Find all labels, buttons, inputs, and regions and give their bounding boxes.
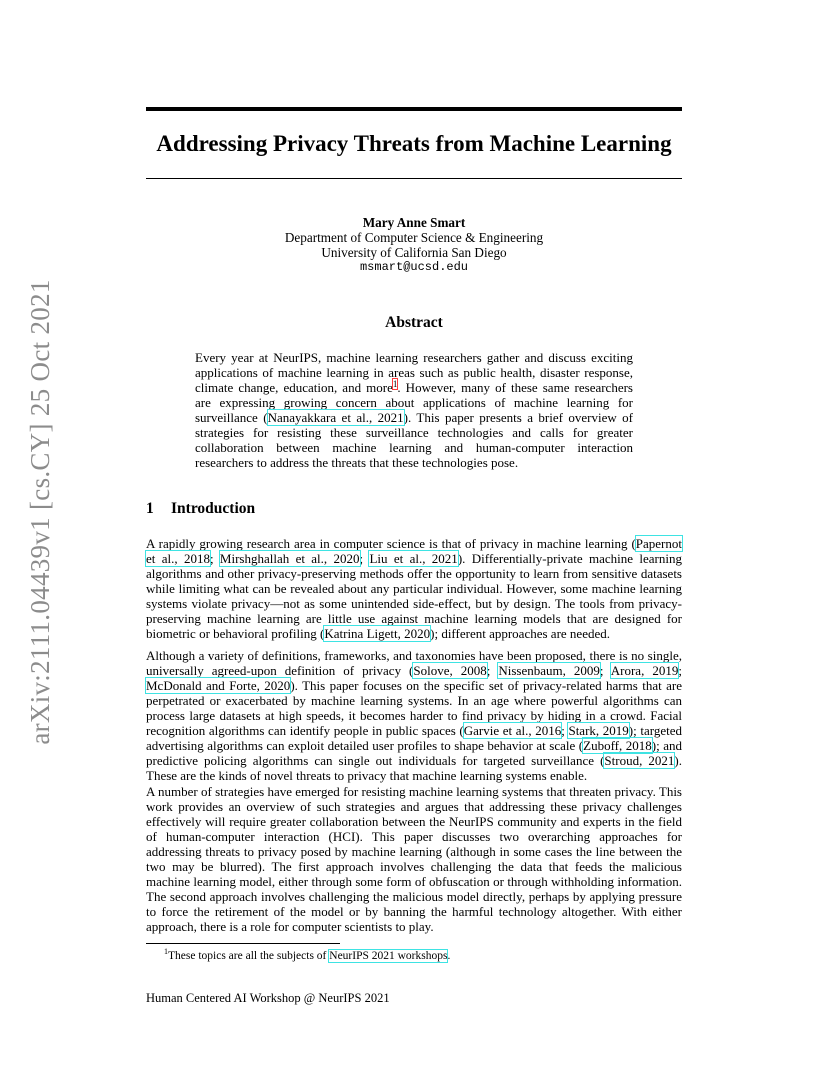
abstract-heading: Abstract <box>385 314 443 331</box>
paragraph-text: ); targeted advertising algorithms can exploit detailed user profiles to shape behavior at scale ( <box>146 723 682 753</box>
author-department: Department of Computer Science & Engineering <box>284 230 544 245</box>
paper-title: Addressing Privacy Threats from Machine Learning <box>156 131 672 156</box>
paragraph-text: ). These are the kinds of novel threats to privacy that machine learning systems enable. <box>146 753 683 783</box>
citation-link[interactable]: Nanayakkara et al., 2021 <box>267 410 404 425</box>
paragraph-text: ); and predictive policing algorithms can single out individuals for targeted surveillance ( <box>146 738 682 768</box>
author-email: msmart@ucsd.edu <box>359 260 469 274</box>
paragraph-text: ; <box>561 723 569 738</box>
paragraph-text: ; <box>209 551 220 566</box>
citation-link[interactable]: Mirshghallah et al., 2020 <box>219 551 360 566</box>
citation-link[interactable]: Zuboff, 2018 <box>583 738 652 753</box>
title-bottom-rule <box>146 178 682 179</box>
footnote-rule <box>146 943 340 944</box>
arxiv-stamp: arXiv:2111.04439v1 [cs.CY] 25 Oct 2021 <box>25 279 55 745</box>
citation-link[interactable]: Stroud, 2021 <box>604 753 675 768</box>
title-top-rule <box>146 107 682 111</box>
paragraph-text: ). Differentially-private machine learning algorithms and other privacy-preserving methods offer the opportunity to learn from sensitive datasets while limiting what can be revealed about any particular individual. However, some machine learning systems violate privacy—not as some unintended side-effect, but by design. The tools from privacy-preserving machine learning are little use against machine learning models that are designed for biometric or behavioral profiling ( <box>146 551 682 641</box>
abstract-text: ). This paper presents a brief overview of strategies for resisting these surveillance technologies and calls for greater collaboration between machine learning and human-computer interaction researchers to address the threats that these technologies pose. <box>195 410 634 470</box>
paragraph-text: ); different approaches are needed. <box>430 626 610 641</box>
footnote-text: . <box>447 950 451 962</box>
section-title: Introduction <box>171 500 256 517</box>
paragraph-text: ; <box>359 551 370 566</box>
citation-link[interactable]: Katrina Ligett, 2020 <box>324 626 431 641</box>
author-university: University of California San Diego <box>321 245 507 260</box>
citation-link[interactable]: Nissenbaum, 2009 <box>498 663 600 678</box>
intro-paragraph-2 <box>146 648 682 783</box>
paragraph-text: A rapidly growing research area in computer science is that of privacy in machine learning ( <box>146 536 636 551</box>
footnote-text: These topics are all the subjects of <box>168 950 330 962</box>
page-footer: Human Centered AI Workshop @ NeurIPS 2021 <box>146 991 390 1005</box>
footnote-url-link[interactable]: NeurIPS 2021 workshops <box>329 950 448 962</box>
citation-link[interactable]: Stark, 2019 <box>568 723 629 738</box>
paragraph-text: ; <box>486 663 499 678</box>
citation-link[interactable]: Garvie et al., 2016 <box>463 723 562 738</box>
abstract-text: Every year at NeurIPS, machine learning researchers gather and discuss exciting applications of machine learning in areas such as public health, disaster response, climate change, education, and more <box>195 350 633 395</box>
paragraph-text: Although a variety of definitions, frameworks, and taxonomies have been proposed, there is no single, universally agreed-upon definition of privacy ( <box>146 648 682 678</box>
citation-link[interactable]: Arora, 2019 <box>610 663 679 678</box>
section-heading <box>146 499 255 519</box>
abstract-text: . However, many of these same researchers are expressing growing concern about applications of machine learning for surveillance ( <box>195 380 633 425</box>
citation-link[interactable]: Liu et al., 2021 <box>369 551 458 566</box>
footnote-number: 1 <box>164 947 168 957</box>
abstract-body <box>195 350 633 470</box>
paragraph-text: ; <box>599 663 611 678</box>
paragraph-text: ; <box>678 663 682 678</box>
author-block <box>146 215 682 275</box>
section-number: 1 <box>146 500 154 517</box>
footnote <box>164 949 450 963</box>
footnote-link-mark[interactable]: 1 <box>392 378 398 389</box>
citation-link[interactable]: Solove, 2008 <box>413 663 487 678</box>
author-name: Mary Anne Smart <box>362 215 466 230</box>
paragraph-text: ). This paper focuses on the specific set of privacy-related harms that are perpetrated or exacerbated by machine learning systems. In an age where powerful algorithms can process large datasets at high speeds, it becomes harder to find privacy by hiding in a crowd. Facial recognition algorithms can identify people in public spaces ( <box>146 678 682 738</box>
intro-paragraph-1 <box>146 536 682 641</box>
intro-paragraph-3: A number of strategies have emerged for resisting machine learning systems that threaten privacy. This work provides an overview of such strategies and argues that addressing these privacy challenges effectively will require greater collaboration between the NeurIPS community and experts in the field of human-computer interaction (HCI). This paper discusses two overarching approaches for addressing threats to privacy posed by machine learning (although in some cases the line between the two may be blurred). The first approach involves challenging the data that feeds the malicious machine learning model, either through some form of obfuscation or through withholding information. The second approach involves challenging the malicious model directly, perhaps by applying pressure to force the retirement of the model or by banning the harmful technology altogether. With either approach, there is a role for computer scientists to play. <box>146 784 682 934</box>
citation-link[interactable]: McDonald and Forte, 2020 <box>146 678 291 693</box>
citation-link[interactable]: Papernot et al., 2018 <box>146 536 682 566</box>
